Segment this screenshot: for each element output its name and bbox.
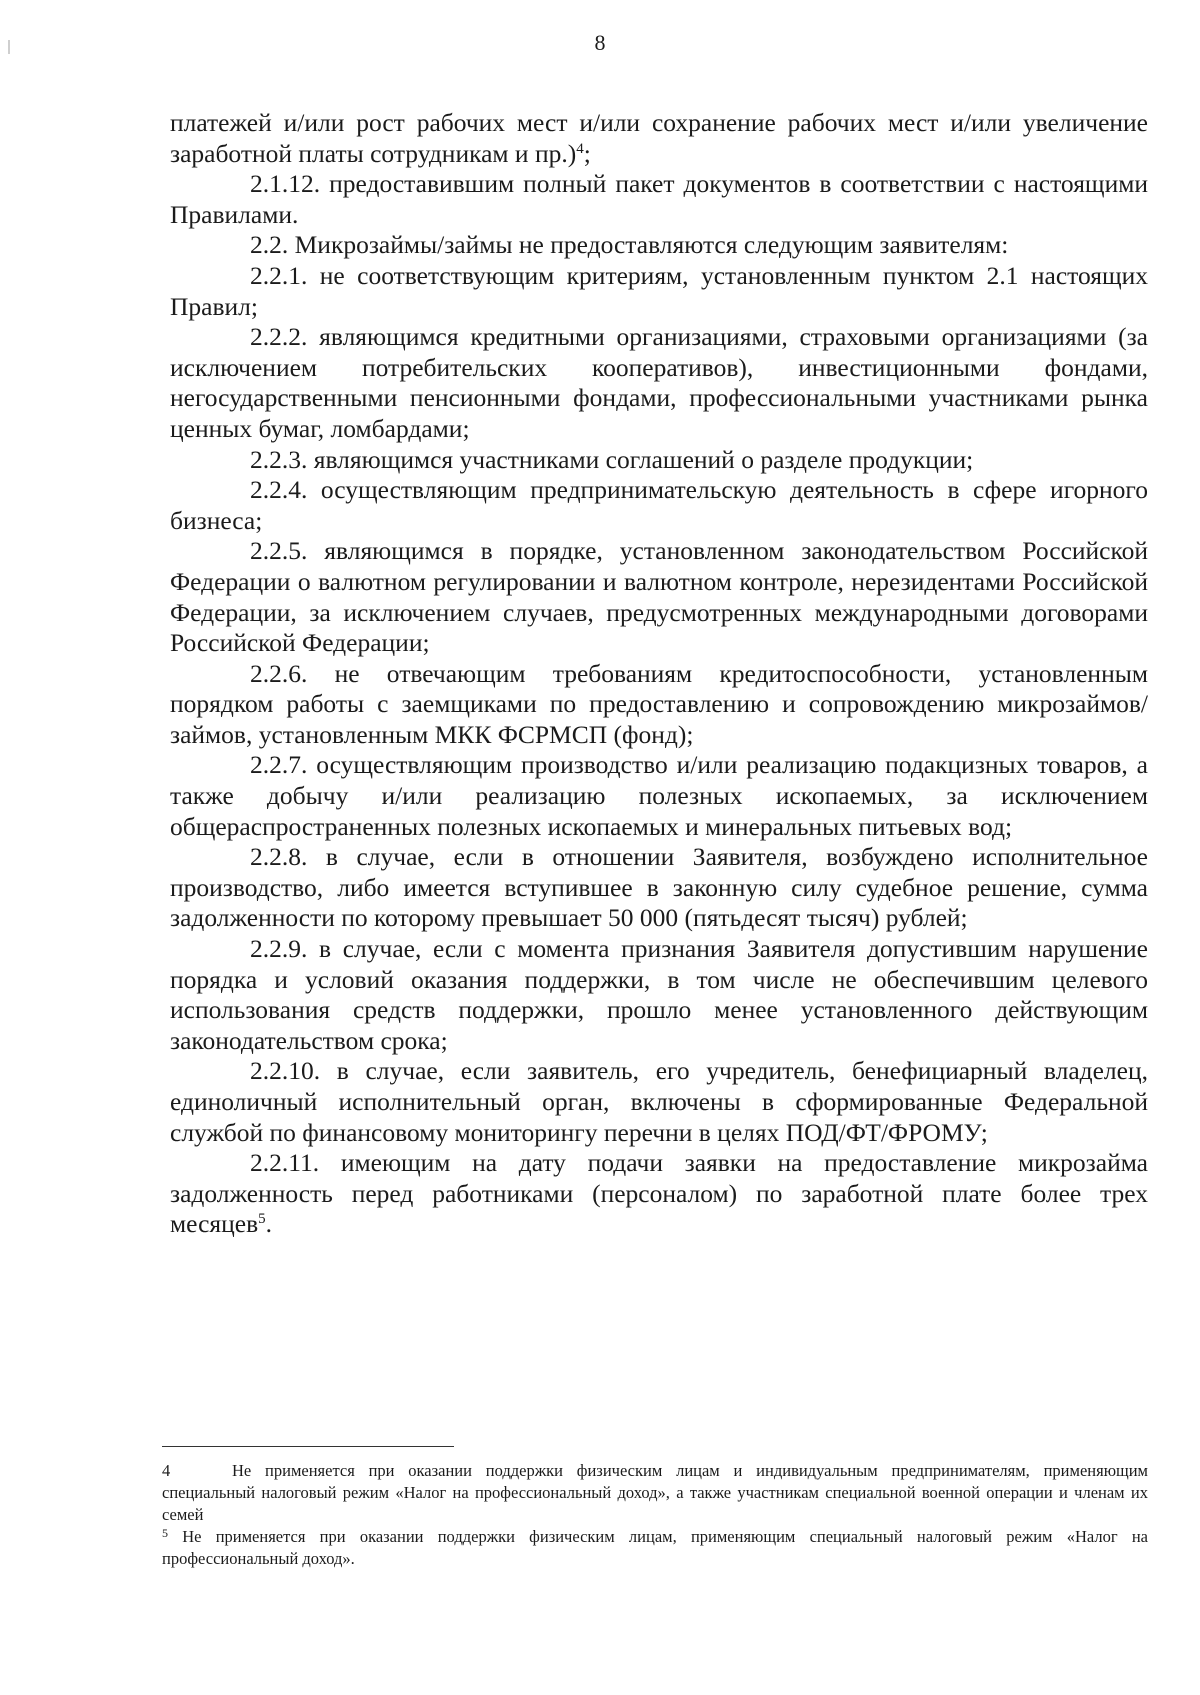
footnote-ref-4[interactable]: 4	[576, 140, 584, 157]
clause-2-2-6: 2.2.6. не отвечающим требованиям кредитоспособности, установленным порядком работы с заемщиками по предоставлению и сопровождению микрозаймов/займов, установленным МКК ФСРМСП (фонд);	[170, 658, 1148, 749]
footnote-separator	[162, 1446, 454, 1447]
footnote-5	[162, 1526, 1148, 1570]
clause-2-2-5: 2.2.5. являющимся в порядке, установленном законодательством Российской Федерации о валютном регулировании и валютном контроле, нерезидентами Российской Федерации, за исключением случаев, предусмотренных международными договорами Российской Федерации;	[170, 536, 1148, 658]
clause-2-2-3: 2.2.3. являющимся участниками соглашений о разделе продукции;	[250, 444, 974, 474]
footnote-ref-5[interactable]: 5	[258, 1211, 266, 1228]
page-number: 8	[594, 30, 606, 55]
clause-2-2-7: 2.2.7. осуществляющим производство и/или реализацию подакцизных товаров, а также добычу и/или реализацию полезных ископаемых, за исключением общераспространенных полезных ископаемых и минеральных питьевых вод;	[170, 750, 1148, 841]
paragraph-punctuation: ;	[583, 138, 591, 168]
paragraph-continuation	[170, 108, 1148, 169]
clause-2-2-1: 2.2.1. не соответствующим критериям, установленным пунктом 2.1 настоящих Правил;	[170, 260, 1148, 321]
footnote-text: Не применяется при оказании поддержки физическим лицам, применяющим специальный налоговый режим «Налог на профессиональный доход».	[162, 1527, 1148, 1568]
clause-2-2-10: 2.2.10. в случае, если заявитель, его учредитель, бенефициарный владелец, единоличный исполнительный орган, включены в сформированные Федеральной службой по финансовому мониторингу перечни в целях ПОД/ФТ/ФРОМУ;	[170, 1056, 1148, 1147]
clause-2-2: 2.2. Микрозаймы/займы не предоставляются следующим заявителям:	[250, 230, 1009, 260]
clause-2-2-4: 2.2.4. осуществляющим предпринимательскую деятельность в сфере игорного бизнеса;	[170, 475, 1148, 535]
paragraph-text: 2.2.11. имеющим на дату подачи заявки на предоставление микрозайма задолженность перед работниками (персоналом) по заработной плате более трех месяцев	[170, 1148, 1148, 1239]
document-body	[170, 108, 1148, 1240]
clause-2-1-12: 2.1.12. предоставившим полный пакет документов в соответствии с настоящими Правилами.	[170, 169, 1148, 229]
clause-2-2-9: 2.2.9. в случае, если с момента признания Заявителя допустившим нарушение порядка и условий оказания поддержки, в том числе не обеспечившим целевого использования средств поддержки, прошло менее установленного действующим законодательством срока;	[170, 934, 1148, 1055]
footnotes	[162, 1460, 1148, 1570]
footnote-marker: 5	[162, 1526, 168, 1540]
clause-2-2-8: 2.2.8. в случае, если в отношении Заявителя, возбуждено исполнительное производство, либо имеется вступившее в законную силу судебное решение, сумма задолженности по которому превышает 50 000 (пятьдесят тысяч) рублей;	[170, 842, 1148, 933]
paragraph-punctuation: .	[265, 1209, 273, 1239]
clause-2-2-11	[170, 1148, 1148, 1240]
paragraph-text: платежей и/или рост рабочих мест и/или сохранение рабочих мест и/или увеличение заработной платы сотрудникам и пр.)	[170, 108, 1148, 168]
clause-2-2-2: 2.2.2. являющимся кредитными организациями, страховыми организациями (за исключением потребительских кооперативов), инвестиционными фондами, негосударственными пенсионными фондами, профессиональными участниками рынка ценных бумаг, ломбардами;	[170, 322, 1148, 443]
footnote-text: Не применяется при оказании поддержки физическим лицам и индивидуальным предпринимателям, применяющим специальный налоговый режим «Налог на профессиональный доход», а также участникам специальной военной операции и членам их семей	[162, 1461, 1148, 1524]
footnote-marker: 4	[162, 1461, 171, 1480]
footnote-4	[162, 1460, 1148, 1526]
